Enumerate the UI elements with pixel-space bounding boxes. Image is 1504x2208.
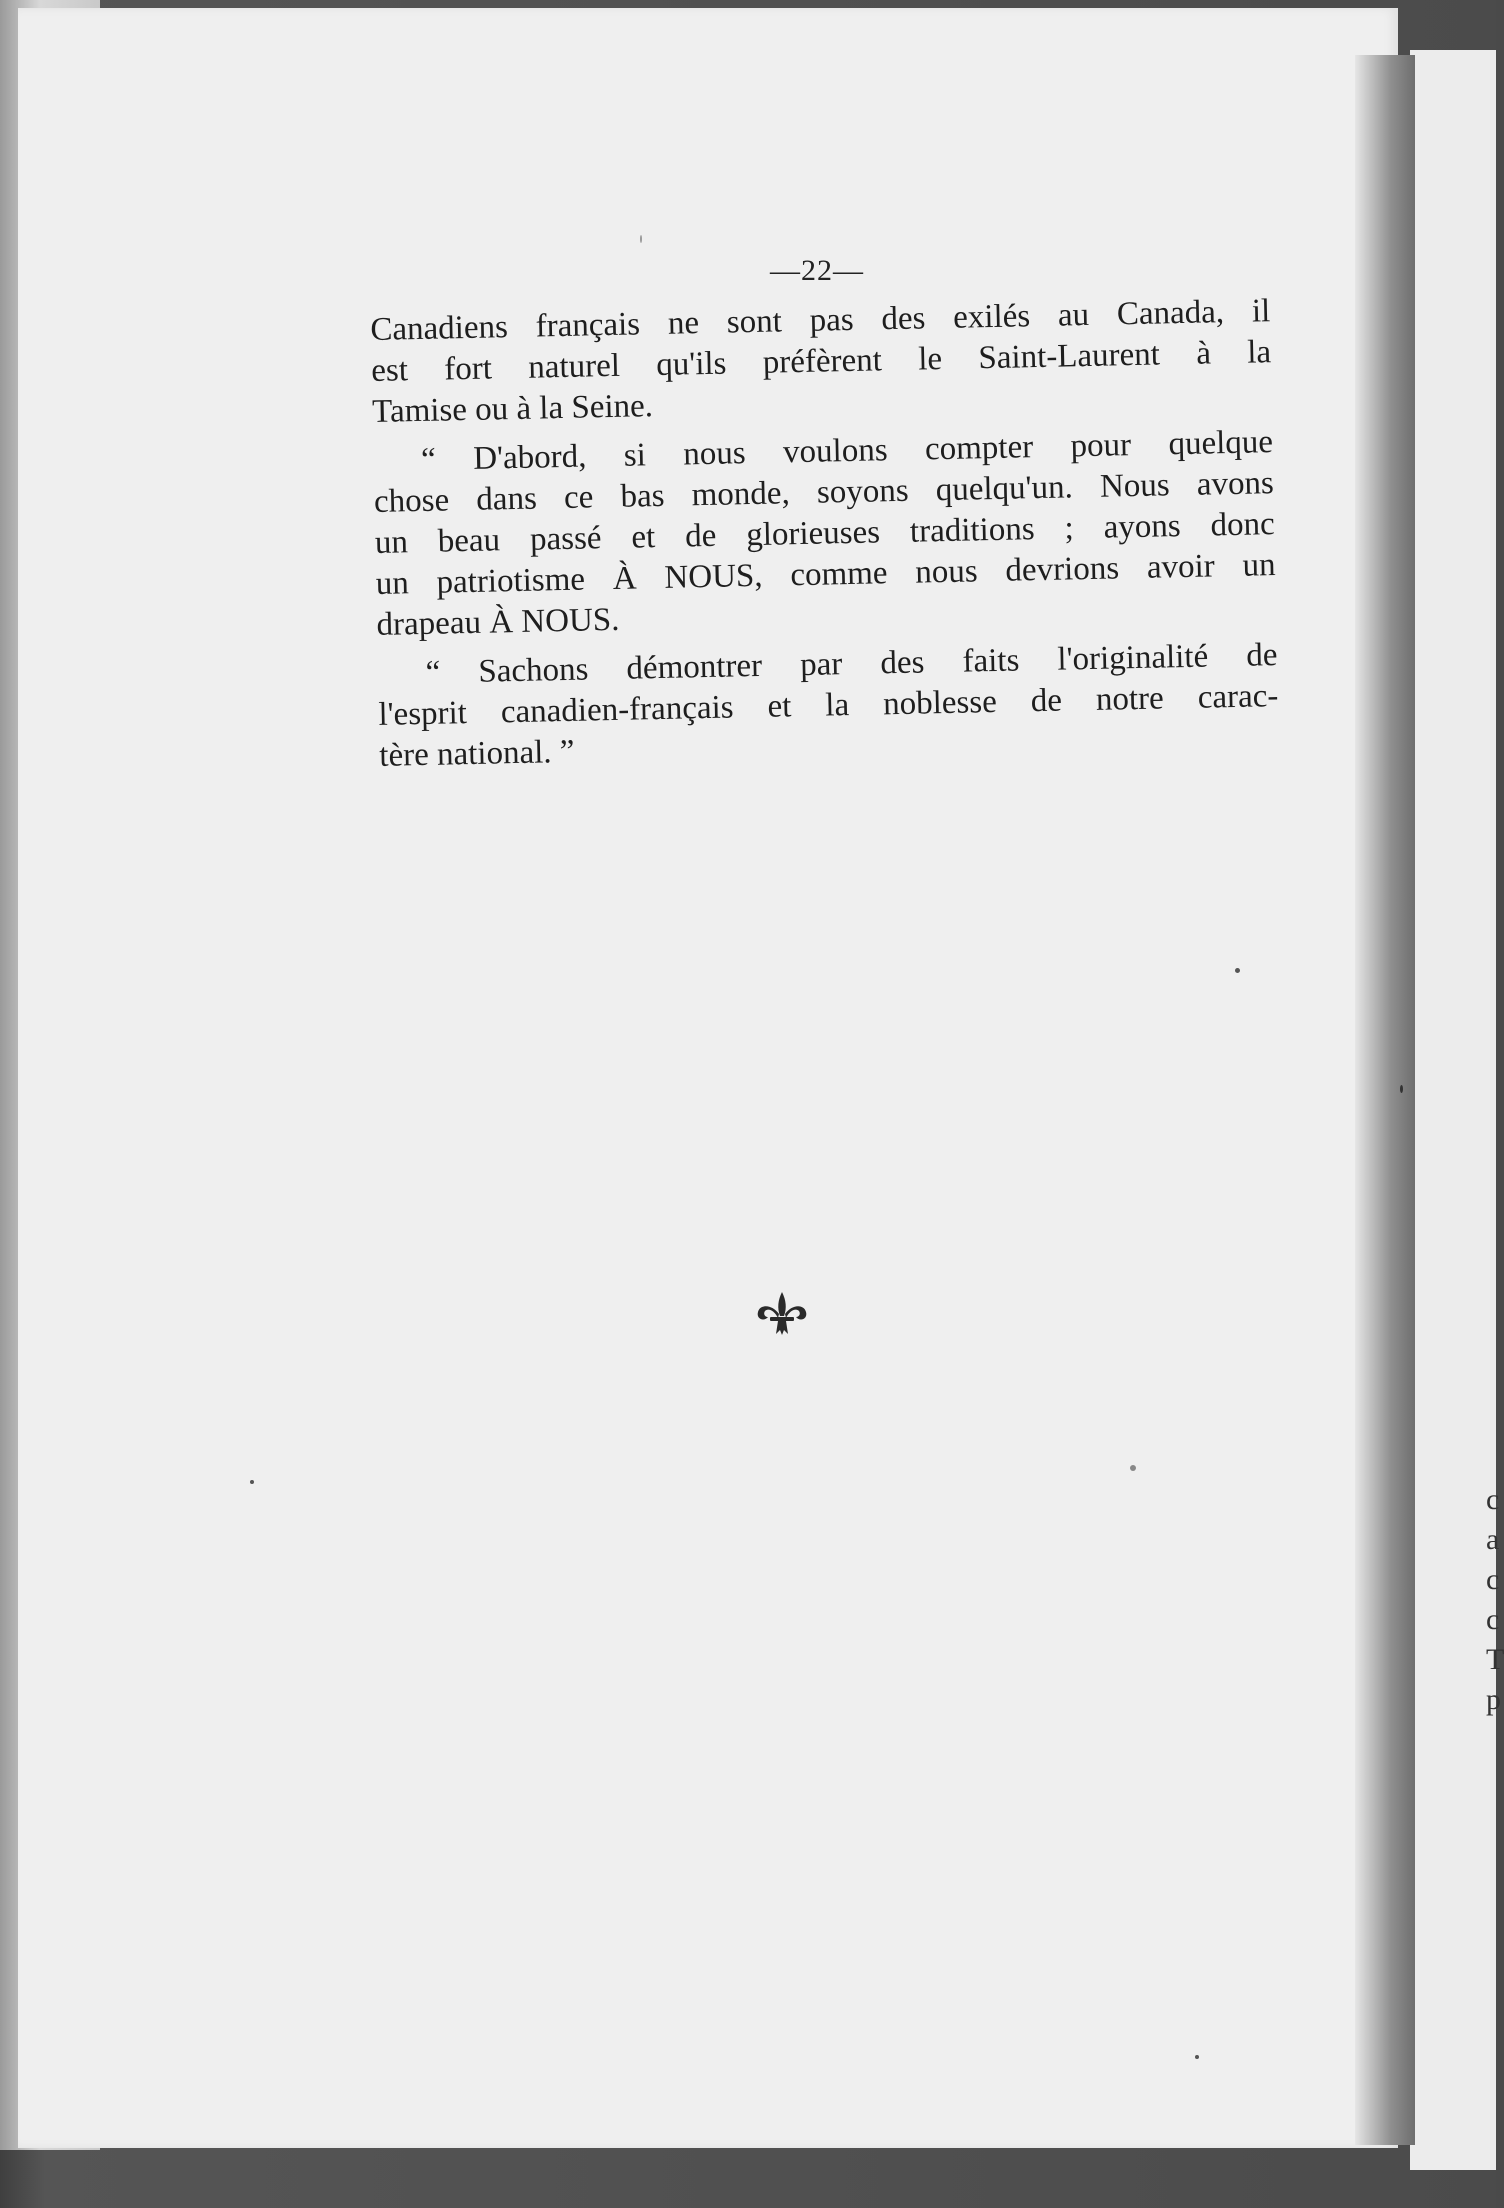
facing-page: [1410, 50, 1496, 2170]
facing-page-letter: c: [1486, 1563, 1500, 1596]
paragraph-3: [377, 635, 1279, 777]
paragraph-1: [370, 291, 1272, 433]
scan-speck: [1195, 2055, 1199, 2059]
text-line: un beau passé et de glorieuses traditions ; ayons donc: [374, 506, 1276, 561]
page-gutter-shadow: [1355, 55, 1415, 2145]
scan-speck: [1235, 968, 1240, 973]
scan-speck: [640, 235, 642, 243]
text-line: chose dans ce bas monde, soyons quelqu'un. Nous avons: [373, 465, 1275, 520]
text-line: est fort naturel qu'ils préfèrent le Saint-Laurent à la: [370, 334, 1272, 389]
text-line: “ D'abord, si nous voulons compter pour quelque: [420, 424, 1274, 478]
text-line: tère national. ”: [378, 733, 575, 774]
fleur-de-lis-icon: [752, 1290, 812, 1336]
text-line: l'esprit canadien-français et la noblesse de notre carac-: [378, 678, 1279, 733]
text-line: Canadiens français ne sont pas des exilés au Canada, il: [370, 293, 1271, 348]
body-text: [370, 291, 1280, 785]
paragraph-2: [373, 422, 1277, 646]
scan-speck: [1130, 1465, 1136, 1471]
facing-page-letter: c: [1486, 1483, 1500, 1516]
facing-page-letter: c: [1486, 1603, 1500, 1636]
text-line: Tamise ou à la Seine.: [371, 388, 654, 430]
text-line: drapeau À NOUS.: [376, 601, 620, 643]
text-line: un patriotisme À NOUS, comme nous devrions avoir un: [375, 547, 1276, 602]
facing-page-margin-text: [1486, 1480, 1504, 1720]
facing-page-letter: T: [1486, 1643, 1504, 1676]
scan-speck: [250, 1480, 254, 1484]
page-number: —22—: [770, 254, 864, 287]
scan-speck: [1400, 1085, 1403, 1093]
facing-page-letter: a: [1486, 1523, 1500, 1556]
facing-page-letter: p: [1486, 1683, 1501, 1716]
text-line: “ Sachons démontrer par des faits l'originalité de: [425, 637, 1278, 691]
